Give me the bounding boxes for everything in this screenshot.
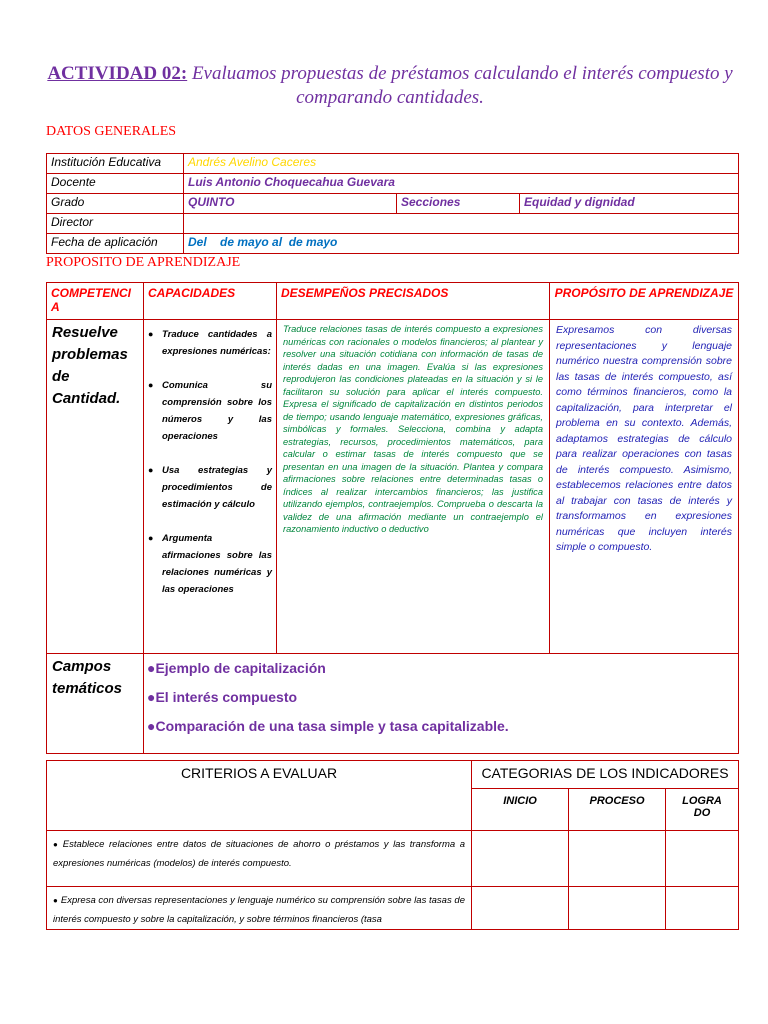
activity-title xyxy=(40,62,740,110)
datos-generales-title: DATOS GENERALES xyxy=(46,124,177,139)
campo-item: ●Ejemplo de capitalización xyxy=(147,660,326,676)
secciones-label: Secciones xyxy=(397,194,520,214)
header-competencia: COMPETENCIA xyxy=(47,283,144,320)
grado-label: Grado xyxy=(47,194,184,214)
categorias-header: CATEGORIAS DE LOS INDICADORES xyxy=(472,761,739,789)
activity-number: ACTIVIDAD 02: xyxy=(47,63,188,84)
criterio-inicio-cell[interactable] xyxy=(472,887,569,930)
categoria-logrado: LOGRADO xyxy=(666,789,739,831)
campos-tematicos-label: Campos temáticos xyxy=(47,654,144,754)
categoria-inicio: INICIO xyxy=(472,789,569,831)
docente-label: Docente xyxy=(47,174,184,194)
capacidad-item: ● Argumenta afirmaciones sobre las relaciones numéricas y las operaciones xyxy=(148,530,272,598)
capacidad-item: ● Traduce cantidades a expresiones numéricas: xyxy=(148,326,272,360)
grado-value: QUINTO xyxy=(184,194,397,214)
datos-generales-table xyxy=(46,153,739,254)
criterio-text: Establece relaciones entre datos de situaciones de ahorro o préstamos y las transforma a expresiones numéricas (modelos) de interés compuesto. xyxy=(53,839,465,869)
director-value xyxy=(184,214,739,234)
criterios-header: CRITERIOS A EVALUAR xyxy=(47,761,472,831)
director-label: Director xyxy=(47,214,184,234)
criterio-inicio-cell[interactable] xyxy=(472,831,569,887)
criterio-logrado-cell[interactable] xyxy=(666,887,739,930)
campos-tematicos-list xyxy=(144,654,739,754)
desempenos-cell: Traduce relaciones tasas de interés compuesto a expresiones numéricas con racionales o modelos financieros; al plantear y resolver una situación cotidiana con información de tasas de interés dadas en una imagen. Evalúa si las expresiones reprodujeron las condiciones plateadas en la situación y si le facilitaron su solución para aplicar el interés compuesto. Expresa el significado de capitalización en distintos periodos de tiempo; usando lenguaje matemático, expresiones gráficas, simbólicas y formales. Selecciona, combina y adapta estrategias, recursos, procedimientos matemáticos, para calcular o estimar tasas de interés compuesto que se presentan en una imagen de la situación. Plantea y compara afirmaciones sobre relaciones entre determinadas tasas o índices al realizar intercambios financieros; las justifica utilizando ejemplos, contraejemplos. Comprueba o descarta la validez de una afirmación mediante un contraejemplo el razonamiento inductivo o deductivo xyxy=(277,320,550,654)
criterio-text: Expresa con diversas representaciones y lenguaje numérico su comprensión sobre las tasas de interés compuesto y sobre la capitalización, y sobre términos financieros (tasa xyxy=(53,895,465,925)
institucion-value: Andrés Avelino Caceres xyxy=(184,154,739,174)
criterio-proceso-cell[interactable] xyxy=(569,887,666,930)
fecha-label: Fecha de aplicación xyxy=(47,234,184,254)
docente-value: Luis Antonio Choquecahua Guevara xyxy=(184,174,739,194)
competencia-cell: Resuelve problemas de Cantidad. xyxy=(47,320,144,654)
criterio-logrado-cell[interactable] xyxy=(666,831,739,887)
proposito-section-title: PROPOSITO DE APRENDIZAJE xyxy=(46,255,241,270)
secciones-value: Equidad y dignidad xyxy=(520,194,739,214)
capacidades-cell xyxy=(144,320,277,654)
institucion-label: Institución Educativa xyxy=(47,154,184,174)
capacidad-item: ● Usa estrategias y procedimientos de estimación y cálculo xyxy=(148,462,272,513)
fecha-value: Del de mayo al de mayo xyxy=(184,234,739,254)
proposito-cell: Expresamos con diversas representaciones y lenguaje numérico nuestra comprensión sobre las tasas de interés compuesto, así como términos financieros, como la capitalización, para interpretar el problema en su contexto. Además, adaptamos estrategias de cálculo para realizar operaciones con tasas de interés compuesto. Asimismo, establecemos relaciones entre datos al trabajar con tasas de interés y transformamos en expresiones numéricas que incluyen interés simple o compuesto. xyxy=(550,320,739,654)
categoria-proceso: PROCESO xyxy=(569,789,666,831)
criterios-table xyxy=(46,760,739,930)
header-capacidades: CAPACIDADES xyxy=(144,283,277,320)
activity-description: Evaluamos propuestas de préstamos calculando el interés compuesto y comparando cantidades. xyxy=(191,63,733,108)
proposito-table xyxy=(46,282,739,754)
capacidad-item: ● Comunica su comprensión sobre los números y las operaciones xyxy=(148,377,272,445)
header-desempenos: DESEMPEÑOS PRECISADOS xyxy=(277,283,550,320)
criterio-proceso-cell[interactable] xyxy=(569,831,666,887)
campo-item: ●Comparación de una tasa simple y tasa capitalizable. xyxy=(147,718,509,734)
campo-item: ●El interés compuesto xyxy=(147,689,298,705)
criterio-row: ● Expresa con diversas representaciones y lenguaje numérico su comprensión sobre las tasas de interés compuesto y sobre la capitalización, y sobre términos financieros (tasa xyxy=(47,887,472,930)
criterio-row: ● Establece relaciones entre datos de situaciones de ahorro o préstamos y las transforma a expresiones numéricas (modelos) de interés compuesto. xyxy=(47,831,472,887)
header-proposito: PROPÓSITO DE APRENDIZAJE xyxy=(550,283,739,320)
